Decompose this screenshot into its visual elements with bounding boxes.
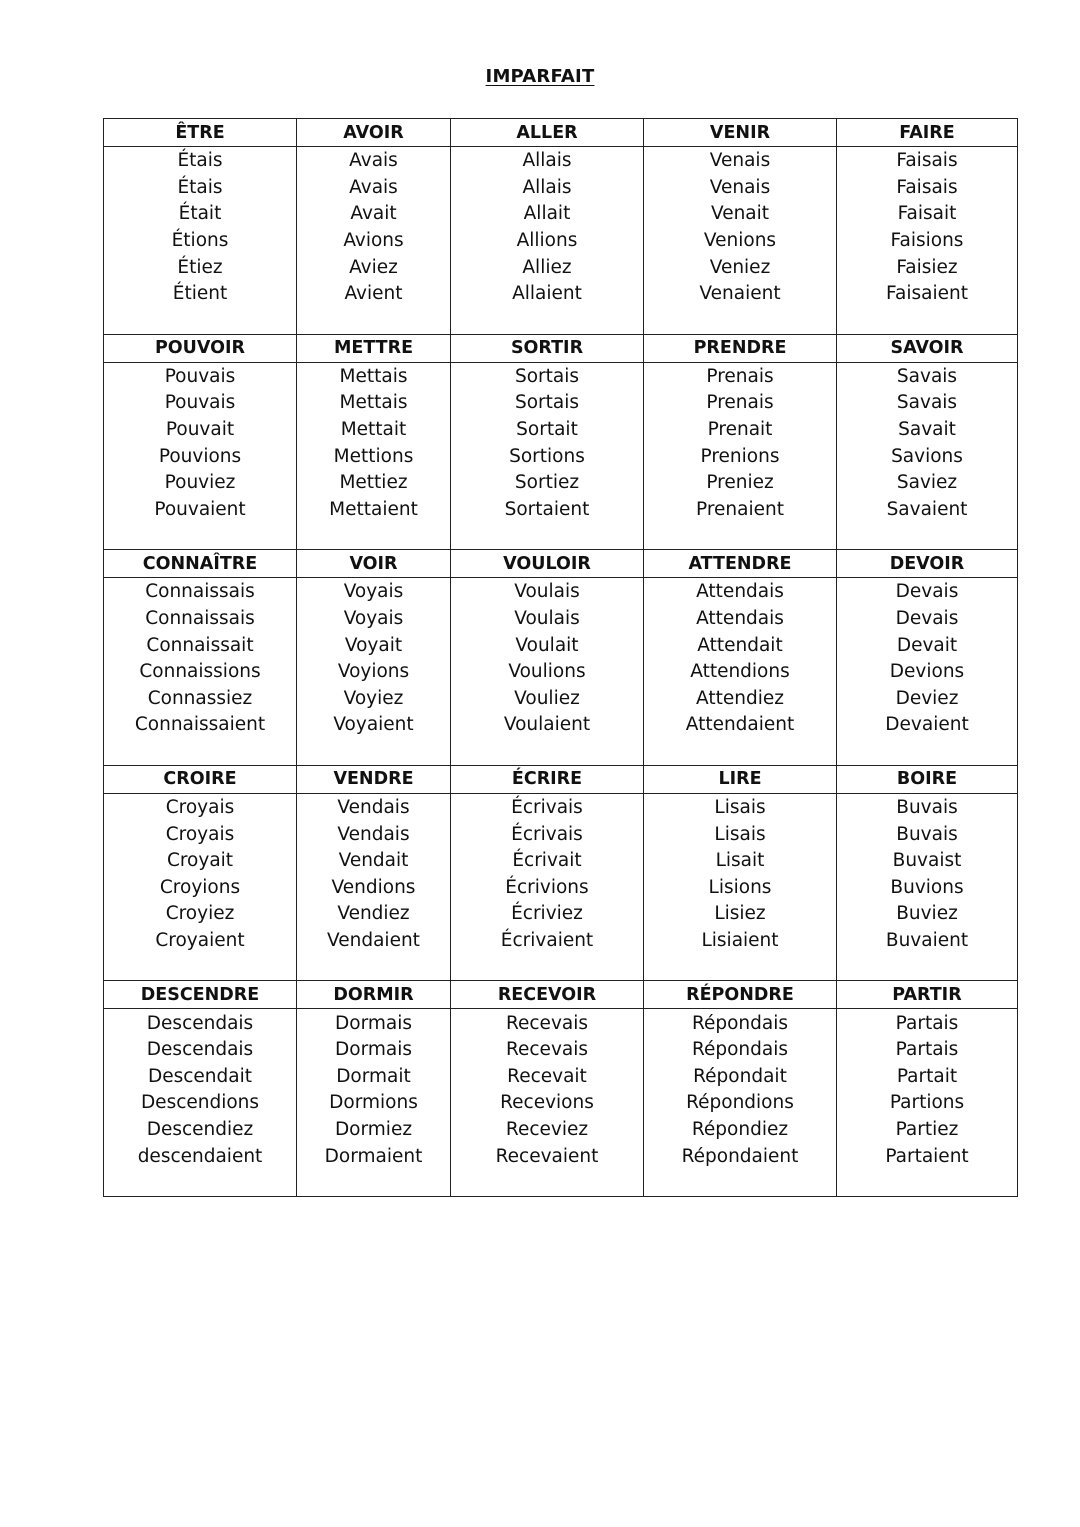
conjugation-row	[104, 175, 1018, 202]
conjugated-form: Voulais	[451, 606, 644, 633]
spacer-cell	[104, 308, 297, 335]
conjugated-form: Deviez	[837, 686, 1018, 713]
spacer-cell	[644, 954, 837, 981]
conjugated-form: Croyait	[104, 848, 297, 875]
conjugated-form: Mettais	[297, 362, 451, 390]
verb-header-row	[104, 765, 1018, 793]
verb-header: ALLER	[451, 119, 644, 147]
conjugated-form: Sortait	[451, 417, 644, 444]
conjugated-form: Faisaient	[837, 281, 1018, 308]
verb-header: BOIRE	[837, 765, 1018, 793]
spacer-cell	[451, 739, 644, 766]
conjugated-form: Devions	[837, 659, 1018, 686]
conjugated-form: Avient	[297, 281, 451, 308]
conjugated-form: Voulais	[451, 578, 644, 606]
block-spacer	[104, 523, 1018, 550]
verb-header: SORTIR	[451, 334, 644, 362]
conjugated-form: Lisiaient	[644, 928, 837, 955]
spacer-cell	[837, 308, 1018, 335]
conjugated-form: Voyions	[297, 659, 451, 686]
conjugated-form: Écrivions	[451, 874, 644, 901]
conjugated-form: descendaient	[104, 1143, 297, 1170]
conjugated-form: Dormaient	[297, 1143, 451, 1170]
conjugated-form: Allais	[451, 147, 644, 175]
conjugated-form: Sortais	[451, 390, 644, 417]
conjugation-row	[104, 686, 1018, 713]
conjugated-form: Mettions	[297, 443, 451, 470]
block-spacer	[104, 739, 1018, 766]
spacer-cell	[451, 308, 644, 335]
conjugated-form: Partaient	[837, 1143, 1018, 1170]
conjugated-form: Répondions	[644, 1090, 837, 1117]
conjugated-form: Voulait	[451, 632, 644, 659]
conjugated-form: Buvais	[837, 793, 1018, 821]
spacer-cell	[644, 523, 837, 550]
verb-header: CROIRE	[104, 765, 297, 793]
verb-header: DEVOIR	[837, 550, 1018, 578]
conjugated-form: Devais	[837, 606, 1018, 633]
conjugated-form: Devait	[837, 632, 1018, 659]
conjugated-form: Attendions	[644, 659, 837, 686]
conjugation-row	[104, 443, 1018, 470]
conjugation-row	[104, 632, 1018, 659]
conjugated-form: Savais	[837, 362, 1018, 390]
conjugated-form: Avait	[297, 201, 451, 228]
conjugated-form: Venions	[644, 228, 837, 255]
conjugated-form: Connaissaient	[104, 712, 297, 739]
conjugation-row	[104, 497, 1018, 524]
conjugation-row	[104, 712, 1018, 739]
conjugated-form: Croyaient	[104, 928, 297, 955]
conjugation-row	[104, 470, 1018, 497]
conjugation-row	[104, 147, 1018, 175]
verb-header: POUVOIR	[104, 334, 297, 362]
verb-header: SAVOIR	[837, 334, 1018, 362]
conjugated-form: Mettais	[297, 390, 451, 417]
conjugated-form: Répondaient	[644, 1143, 837, 1170]
conjugated-form: Allais	[451, 175, 644, 202]
conjugated-form: Venaient	[644, 281, 837, 308]
conjugated-form: Écrivaient	[451, 928, 644, 955]
conjugated-form: Vendait	[297, 848, 451, 875]
conjugated-form: Attendiez	[644, 686, 837, 713]
conjugated-form: Répondiez	[644, 1117, 837, 1144]
conjugation-row	[104, 1037, 1018, 1064]
spacer-cell	[644, 308, 837, 335]
conjugated-form: Dormiez	[297, 1117, 451, 1144]
spacer-cell	[104, 739, 297, 766]
conjugation-row	[104, 848, 1018, 875]
verb-header: VOIR	[297, 550, 451, 578]
conjugated-form: Écrivais	[451, 821, 644, 848]
conjugated-form: Prenais	[644, 362, 837, 390]
conjugated-form: Pouviez	[104, 470, 297, 497]
spacer-cell	[451, 523, 644, 550]
conjugated-form: Voulions	[451, 659, 644, 686]
conjugated-form: Prenaient	[644, 497, 837, 524]
spacer-cell	[104, 523, 297, 550]
conjugation-row	[104, 1143, 1018, 1170]
conjugated-form: Vendions	[297, 874, 451, 901]
conjugated-form: Dormait	[297, 1063, 451, 1090]
conjugated-form: Veniez	[644, 254, 837, 281]
conjugated-form: Partais	[837, 1037, 1018, 1064]
conjugated-form: Savaient	[837, 497, 1018, 524]
verb-header-row	[104, 119, 1018, 147]
verb-header: METTRE	[297, 334, 451, 362]
spacer-cell	[837, 1170, 1018, 1197]
page-title: IMPARFAIT	[485, 66, 595, 87]
conjugated-form: Buvions	[837, 874, 1018, 901]
conjugated-form: Écriviez	[451, 901, 644, 928]
verb-header-row	[104, 981, 1018, 1009]
conjugation-row	[104, 874, 1018, 901]
conjugated-form: Allaient	[451, 281, 644, 308]
conjugated-form: Partais	[837, 1009, 1018, 1037]
conjugation-row	[104, 1063, 1018, 1090]
conjugated-form: Étais	[104, 147, 297, 175]
conjugated-form: Avions	[297, 228, 451, 255]
conjugated-form: Vendaient	[297, 928, 451, 955]
conjugated-form: Lisions	[644, 874, 837, 901]
conjugated-form: Connaissais	[104, 578, 297, 606]
conjugation-row	[104, 1090, 1018, 1117]
conjugated-form: Savais	[837, 390, 1018, 417]
conjugated-form: Lisait	[644, 848, 837, 875]
verb-header-row	[104, 334, 1018, 362]
conjugated-form: Faisais	[837, 175, 1018, 202]
conjugation-row	[104, 417, 1018, 444]
conjugated-form: Voyaient	[297, 712, 451, 739]
conjugated-form: Sortaient	[451, 497, 644, 524]
conjugated-form: Faisait	[837, 201, 1018, 228]
conjugated-form: Pouvions	[104, 443, 297, 470]
conjugated-form: Faisiez	[837, 254, 1018, 281]
conjugated-form: Allions	[451, 228, 644, 255]
conjugated-form: Voyais	[297, 606, 451, 633]
conjugation-row	[104, 1009, 1018, 1037]
conjugated-form: Pouvais	[104, 362, 297, 390]
conjugated-form: Mettait	[297, 417, 451, 444]
conjugation-row	[104, 928, 1018, 955]
spacer-cell	[451, 954, 644, 981]
conjugated-form: Buviez	[837, 901, 1018, 928]
conjugated-form: Venais	[644, 147, 837, 175]
conjugated-form: Devais	[837, 578, 1018, 606]
conjugation-row	[104, 821, 1018, 848]
conjugated-form: Voyait	[297, 632, 451, 659]
conjugated-form: Descendiez	[104, 1117, 297, 1144]
conjugated-form: Avais	[297, 147, 451, 175]
verb-header: RÉPONDRE	[644, 981, 837, 1009]
conjugated-form: Descendais	[104, 1009, 297, 1037]
conjugated-form: Allait	[451, 201, 644, 228]
conjugated-form: Étions	[104, 228, 297, 255]
conjugated-form: Sortais	[451, 362, 644, 390]
conjugated-form: Recevais	[451, 1009, 644, 1037]
conjugation-row	[104, 254, 1018, 281]
conjugated-form: Connaissions	[104, 659, 297, 686]
conjugated-form: Venait	[644, 201, 837, 228]
conjugated-form: Recevais	[451, 1037, 644, 1064]
conjugated-form: Croyions	[104, 874, 297, 901]
conjugation-row	[104, 901, 1018, 928]
conjugated-form: Lisais	[644, 793, 837, 821]
conjugated-form: Aviez	[297, 254, 451, 281]
conjugation-table	[103, 118, 1018, 1197]
spacer-cell	[104, 954, 297, 981]
conjugated-form: Partait	[837, 1063, 1018, 1090]
spacer-cell	[297, 523, 451, 550]
conjugated-form: Étiez	[104, 254, 297, 281]
conjugated-form: Vendiez	[297, 901, 451, 928]
spacer-cell	[297, 954, 451, 981]
conjugated-form: Vouliez	[451, 686, 644, 713]
verb-header: RECEVOIR	[451, 981, 644, 1009]
verb-header: VENDRE	[297, 765, 451, 793]
verb-header: PARTIR	[837, 981, 1018, 1009]
spacer-cell	[837, 739, 1018, 766]
conjugation-row	[104, 362, 1018, 390]
conjugated-form: Venais	[644, 175, 837, 202]
conjugated-form: Répondais	[644, 1009, 837, 1037]
conjugated-form: Attendaient	[644, 712, 837, 739]
verb-header: LIRE	[644, 765, 837, 793]
verb-header: PRENDRE	[644, 334, 837, 362]
conjugated-form: Recevions	[451, 1090, 644, 1117]
block-spacer	[104, 1170, 1018, 1197]
conjugated-form: Buvaist	[837, 848, 1018, 875]
conjugated-form: Alliez	[451, 254, 644, 281]
conjugated-form: Vendais	[297, 793, 451, 821]
conjugated-form: Mettaient	[297, 497, 451, 524]
conjugated-form: Sortions	[451, 443, 644, 470]
conjugated-form: Croyiez	[104, 901, 297, 928]
conjugation-row	[104, 793, 1018, 821]
conjugated-form: Attendait	[644, 632, 837, 659]
verb-header: VOULOIR	[451, 550, 644, 578]
conjugated-form: Vendais	[297, 821, 451, 848]
verb-header: ATTENDRE	[644, 550, 837, 578]
conjugated-form: Était	[104, 201, 297, 228]
conjugated-form: Pouvaient	[104, 497, 297, 524]
conjugated-form: Prenait	[644, 417, 837, 444]
conjugated-form: Faisais	[837, 147, 1018, 175]
conjugated-form: Voyiez	[297, 686, 451, 713]
conjugated-form: Étient	[104, 281, 297, 308]
conjugated-form: Étais	[104, 175, 297, 202]
conjugated-form: Descendait	[104, 1063, 297, 1090]
spacer-cell	[104, 1170, 297, 1197]
verb-header: AVOIR	[297, 119, 451, 147]
conjugated-form: Preniez	[644, 470, 837, 497]
conjugated-form: Prenais	[644, 390, 837, 417]
conjugated-form: Devaient	[837, 712, 1018, 739]
conjugated-form: Connaissais	[104, 606, 297, 633]
conjugated-form: Attendais	[644, 578, 837, 606]
block-spacer	[104, 308, 1018, 335]
conjugated-form: Lisiez	[644, 901, 837, 928]
spacer-cell	[837, 954, 1018, 981]
verb-header: DORMIR	[297, 981, 451, 1009]
conjugated-form: Connassiez	[104, 686, 297, 713]
spacer-cell	[451, 1170, 644, 1197]
verb-header-row	[104, 550, 1018, 578]
conjugation-row	[104, 390, 1018, 417]
conjugated-form: Receviez	[451, 1117, 644, 1144]
conjugated-form: Buvaient	[837, 928, 1018, 955]
conjugated-form: Répondais	[644, 1037, 837, 1064]
conjugated-form: Descendions	[104, 1090, 297, 1117]
conjugated-form: Prenions	[644, 443, 837, 470]
conjugated-form: Avais	[297, 175, 451, 202]
spacer-cell	[297, 308, 451, 335]
conjugated-form: Pouvait	[104, 417, 297, 444]
spacer-cell	[297, 739, 451, 766]
spacer-cell	[837, 523, 1018, 550]
conjugated-form: Savions	[837, 443, 1018, 470]
conjugated-form: Lisais	[644, 821, 837, 848]
verb-header: ÊTRE	[104, 119, 297, 147]
conjugated-form: Croyais	[104, 793, 297, 821]
conjugated-form: Dormais	[297, 1009, 451, 1037]
verb-header: CONNAÎTRE	[104, 550, 297, 578]
conjugated-form: Répondait	[644, 1063, 837, 1090]
conjugated-form: Écrivait	[451, 848, 644, 875]
conjugation-row	[104, 201, 1018, 228]
conjugated-form: Croyais	[104, 821, 297, 848]
conjugated-form: Pouvais	[104, 390, 297, 417]
conjugated-form: Connaissait	[104, 632, 297, 659]
conjugated-form: Partiez	[837, 1117, 1018, 1144]
conjugated-form: Voulaient	[451, 712, 644, 739]
conjugated-form: Faisions	[837, 228, 1018, 255]
block-spacer	[104, 954, 1018, 981]
conjugated-form: Mettiez	[297, 470, 451, 497]
verb-header: ÉCRIRE	[451, 765, 644, 793]
conjugated-form: Dormais	[297, 1037, 451, 1064]
spacer-cell	[644, 739, 837, 766]
verb-header: DESCENDRE	[104, 981, 297, 1009]
conjugated-form: Savait	[837, 417, 1018, 444]
conjugated-form: Attendais	[644, 606, 837, 633]
conjugation-row	[104, 606, 1018, 633]
conjugation-row	[104, 659, 1018, 686]
conjugated-form: Partions	[837, 1090, 1018, 1117]
conjugated-form: Sortiez	[451, 470, 644, 497]
spacer-cell	[297, 1170, 451, 1197]
verb-header: VENIR	[644, 119, 837, 147]
conjugated-form: Écrivais	[451, 793, 644, 821]
conjugated-form: Descendais	[104, 1037, 297, 1064]
conjugated-form: Voyais	[297, 578, 451, 606]
spacer-cell	[644, 1170, 837, 1197]
conjugated-form: Saviez	[837, 470, 1018, 497]
verb-header: FAIRE	[837, 119, 1018, 147]
conjugation-row	[104, 1117, 1018, 1144]
conjugation-row	[104, 228, 1018, 255]
conjugated-form: Recevait	[451, 1063, 644, 1090]
conjugated-form: Dormions	[297, 1090, 451, 1117]
conjugated-form: Recevaient	[451, 1143, 644, 1170]
conjugated-form: Buvais	[837, 821, 1018, 848]
conjugation-row	[104, 578, 1018, 606]
conjugation-row	[104, 281, 1018, 308]
